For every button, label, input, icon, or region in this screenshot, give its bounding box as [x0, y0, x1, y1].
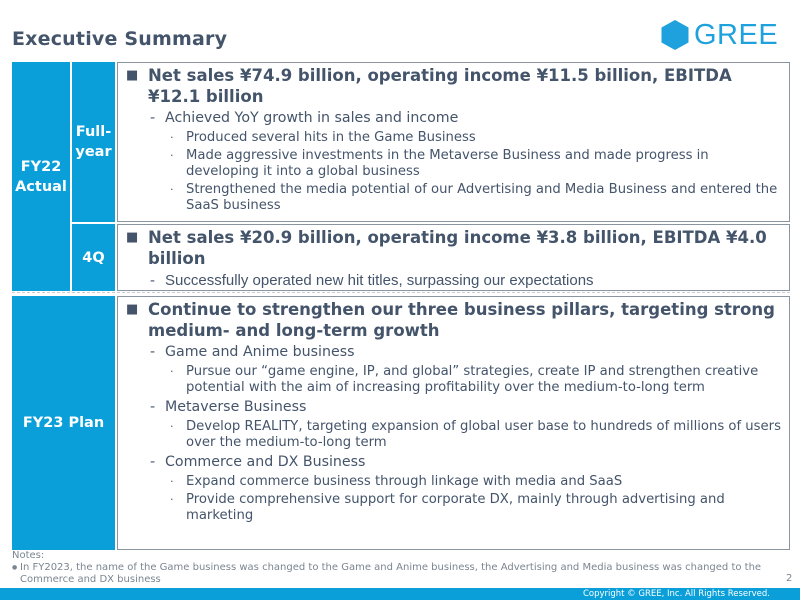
- q4-text: 4Q: [82, 249, 105, 266]
- subpoint-text: Made aggressive investments in the Metaverse Business and made progress in developing it into a global business: [186, 148, 709, 179]
- list-item: [150, 109, 783, 128]
- subpoint-text: Provide comprehensive support for corporate DX, mainly through advertising and marketing: [186, 492, 725, 523]
- list-item: [170, 182, 783, 214]
- list-item: [150, 271, 783, 290]
- square-bullet-icon: ■: [126, 302, 139, 317]
- section-divider: [12, 292, 790, 295]
- headline-text: Net sales ¥74.9 billion, operating income ¥11.5 billion, EBITDA ¥12.1 billion: [148, 66, 732, 106]
- hexagon-icon: [660, 19, 690, 51]
- subpoint-text: Pursue our “game engine, IP, and global” strategies, create IP and strengthen creative potential with the aim of increasing profitability over the medium-to-long term: [186, 364, 759, 395]
- headline-text: Continue to strengthen our three business pillars, targeting strong medium- and long-term growth: [148, 300, 775, 340]
- square-bullet-icon: ■: [126, 68, 139, 83]
- page-number: 2: [786, 573, 793, 584]
- list-item: [150, 398, 783, 417]
- full-year-label: [72, 62, 115, 222]
- round-bullet-icon: ●: [12, 564, 18, 571]
- notes-label: Notes:: [12, 550, 45, 561]
- point-text: Commerce and DX Business: [165, 454, 366, 470]
- fy23-box: [117, 296, 790, 550]
- gree-logo: [660, 18, 778, 52]
- logo-text: GREE: [694, 18, 779, 51]
- q4-box: [117, 224, 790, 291]
- dash-bullet-icon: -: [150, 344, 156, 360]
- subpoint-text: Strengthened the media potential of our Advertising and Media Business and entered the SaaS business: [186, 182, 778, 213]
- list-item: [170, 364, 783, 396]
- dot-bullet-icon: ·: [170, 183, 174, 196]
- dot-bullet-icon: ·: [170, 365, 174, 378]
- subpoint-text: Expand commerce business through linkage with media and SaaS: [186, 474, 623, 489]
- note-text: In FY2023, the name of the Game business was changed to the Game and Anime business, the Advertising and Media business was changed to the Commerce and DX business: [20, 562, 762, 585]
- list-item: [170, 130, 783, 146]
- copyright-text: Copyright © GREE, Inc. All Rights Reserved.: [582, 589, 770, 599]
- point-text: Achieved YoY growth in sales and income: [165, 110, 459, 126]
- point-text: Successfully operated new hit titles, surpassing our expectations: [165, 272, 594, 289]
- dash-bullet-icon: -: [150, 454, 156, 470]
- page-title: Executive Summary: [12, 28, 228, 50]
- dot-bullet-icon: ·: [170, 420, 174, 433]
- full-year-text: Full-year: [75, 124, 112, 160]
- list-item: [170, 419, 783, 451]
- point-text: Metaverse Business: [165, 399, 307, 415]
- list-item: [170, 474, 783, 490]
- notes-section: [12, 550, 782, 586]
- fy22-actual-label: [12, 62, 70, 291]
- fy22-actual-text: FY22 Actual: [15, 158, 67, 195]
- fy23-plan-text: FY23 Plan: [22, 415, 105, 431]
- full-year-box: [117, 62, 790, 222]
- q4-headline: [126, 227, 783, 269]
- footer-bar: [0, 588, 800, 600]
- list-item: [170, 492, 783, 524]
- note-item: [12, 562, 782, 586]
- headline-text: Net sales ¥20.9 billion, operating income ¥3.8 billion, EBITDA ¥4.0 billion: [148, 228, 767, 268]
- dash-bullet-icon: -: [150, 399, 156, 415]
- dash-bullet-icon: -: [150, 272, 155, 289]
- full-year-headline: [126, 65, 783, 107]
- point-text: Game and Anime business: [165, 344, 355, 360]
- q4-label: [72, 224, 115, 291]
- dash-bullet-icon: -: [150, 110, 156, 126]
- list-item: [150, 453, 783, 472]
- subpoint-text: Produced several hits in the Game Business: [186, 130, 476, 145]
- dot-bullet-icon: ·: [170, 475, 174, 488]
- square-bullet-icon: ■: [126, 230, 139, 245]
- dot-bullet-icon: ·: [170, 493, 174, 506]
- dot-bullet-icon: ·: [170, 149, 174, 162]
- list-item: [150, 343, 783, 362]
- subpoint-text: Develop REALITY, targeting expansion of global user base to hundreds of millions of users over the medium-to-long term: [186, 419, 781, 450]
- list-item: [170, 148, 783, 180]
- fy23-plan-label: [12, 296, 115, 550]
- dot-bullet-icon: ·: [170, 131, 174, 144]
- fy23-headline: [126, 299, 783, 341]
